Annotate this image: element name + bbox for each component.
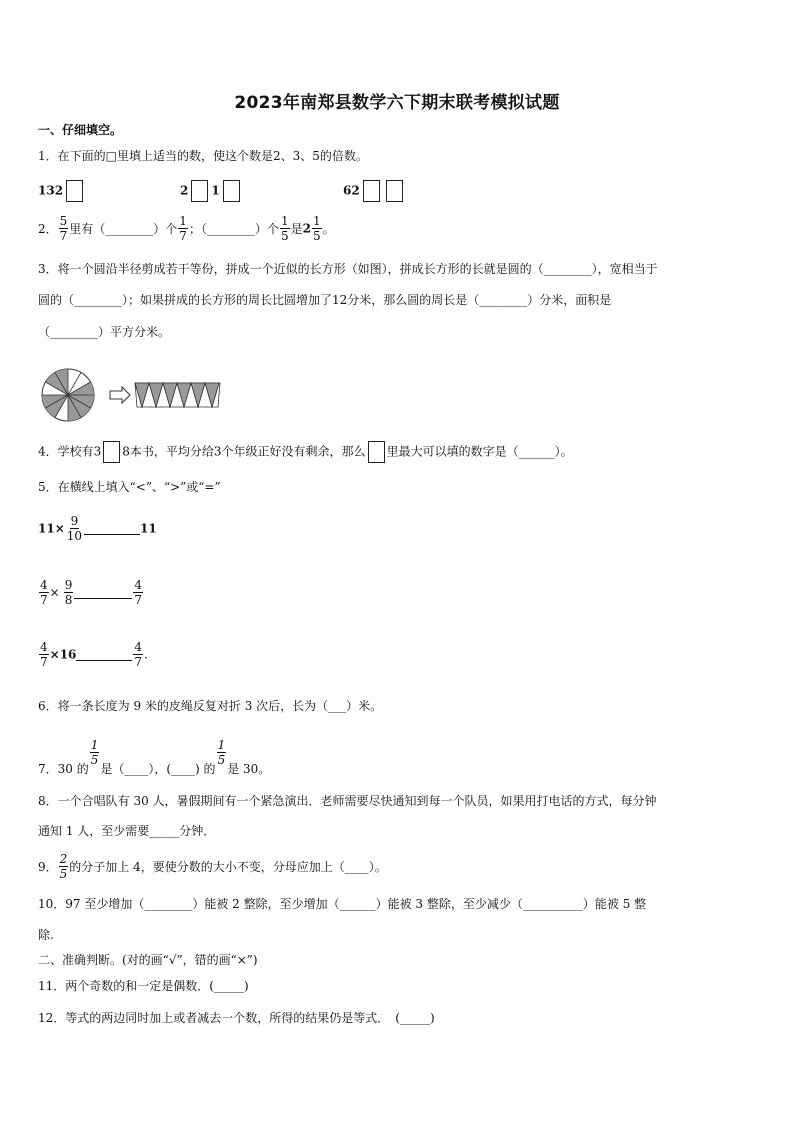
question-3-line-3: （________）平方分米。 bbox=[38, 325, 171, 339]
q2-text: 是 bbox=[290, 222, 303, 236]
answer-box[interactable] bbox=[66, 180, 83, 202]
sector-circle bbox=[42, 369, 94, 421]
q1-c-number: 62 bbox=[343, 183, 360, 198]
page-title: 2023年南郑县数学六下期末联考模拟试题 bbox=[234, 93, 560, 113]
fraction: $\frac{1}{7}$ bbox=[179, 214, 187, 243]
question-9: 9． $\frac{2}{5}$ 的分子加上 4，要使分数的大小不变，分母应加上（____）。 bbox=[38, 852, 387, 881]
question-4 bbox=[38, 441, 573, 463]
question-5-text: 5．在横线上填入“<”、“>”或“=” bbox=[38, 480, 221, 494]
fraction: $\frac{1}{5}$ bbox=[312, 214, 321, 243]
answer-box[interactable] bbox=[368, 441, 385, 463]
question-2 bbox=[38, 214, 335, 243]
arrow-icon bbox=[110, 387, 130, 403]
question-1-item-a bbox=[38, 180, 86, 202]
question-12: 12．等式的两边同时加上或者减去一个数，所得的结果仍是等式． (_____) bbox=[38, 1011, 435, 1025]
section-2-heading: 二、准确判断。(对的画“√”，错的画“×”) bbox=[38, 953, 258, 967]
answer-box[interactable] bbox=[103, 441, 120, 463]
question-10-line-1: 10．97 至少增加（________）能被 2 整除，至少增加（______）能被 3 整除，至少减少（__________）能被 5 整 bbox=[38, 897, 647, 911]
question-6: 6．将一条长度为 9 米的皮绳反复对折 3 次后，长为（___）米。 bbox=[38, 699, 383, 713]
q4-text: 里最大可以填的数字是（______）。 bbox=[386, 444, 573, 459]
q4-text: 4．学校有3 bbox=[38, 444, 102, 459]
question-3-line-1: 3．将一个圆沿半径剪成若干等份，拼成一个近似的长方形（如图），拼成长方形的长就是圆的（________），宽相当于 bbox=[38, 262, 658, 276]
q2-text: ；（________）个 bbox=[188, 222, 279, 236]
answer-box[interactable] bbox=[386, 180, 403, 202]
answer-box[interactable] bbox=[363, 180, 380, 202]
question-7: 7．30 的 $\frac{1}{5}$ 是（____），(____) 的 $\frac{1}{5}$ 是 30。 bbox=[38, 738, 271, 776]
fraction: $\frac{5}{7}$ bbox=[59, 214, 68, 243]
fraction: $\frac{1}{5}$ bbox=[280, 214, 289, 243]
question-11: 11．两个奇数的和一定是偶数．(_____) bbox=[38, 979, 249, 993]
q1-a-number: 132 bbox=[38, 183, 64, 198]
approximate-rectangle bbox=[135, 383, 220, 407]
q5-expression-1: 11× $\frac{9}{10}$ 11 bbox=[38, 514, 157, 543]
q2-text: 里有（________）个 bbox=[69, 222, 178, 236]
question-1-item-c bbox=[343, 180, 406, 202]
circle-to-rectangle-figure bbox=[40, 355, 230, 435]
q2-text: 。 bbox=[322, 222, 335, 236]
question-3-line-2: 圆的（________）；如果拼成的长方形的周长比圆增加了12分米，那么圆的周长是（________）分米，面积是 bbox=[38, 293, 612, 307]
q5-expression-2: $\frac{4}{7}$ × $\frac{9}{8}$ $\frac{4}{7}$ bbox=[40, 578, 142, 607]
question-1-item-b bbox=[180, 180, 243, 202]
q2-number: 2． bbox=[38, 222, 58, 236]
q5-expression-3: $\frac{4}{7}$ ×16 $\frac{4}{7}$ . bbox=[40, 640, 148, 669]
answer-box[interactable] bbox=[191, 180, 208, 202]
answer-box[interactable] bbox=[223, 180, 240, 202]
question-8-line-1: 8．一个合唱队有 30 人，暑假期间有一个紧急演出．老师需要尽快通知到每一个队员，如果用打电话的方式，每分钟 bbox=[38, 794, 657, 808]
q1-b-digit2: 1 bbox=[211, 183, 220, 198]
question-1-text: 1．在下面的□里填上适当的数，使这个数是2、3、5的倍数。 bbox=[38, 149, 368, 163]
question-10-line-2: 除. bbox=[38, 928, 54, 942]
answer-blank[interactable] bbox=[76, 648, 132, 661]
answer-blank[interactable] bbox=[84, 522, 140, 535]
section-1-heading: 一、仔细填空。 bbox=[38, 123, 123, 137]
question-8-line-2: 通知 1 人，至少需要_____分钟． bbox=[38, 824, 216, 838]
q1-b-digit1: 2 bbox=[180, 183, 189, 198]
q2-whole: 2 bbox=[302, 221, 311, 236]
answer-blank[interactable] bbox=[74, 586, 132, 599]
q4-text: 8本书，平均分给3个年级正好没有剩余，那么 bbox=[122, 444, 366, 459]
